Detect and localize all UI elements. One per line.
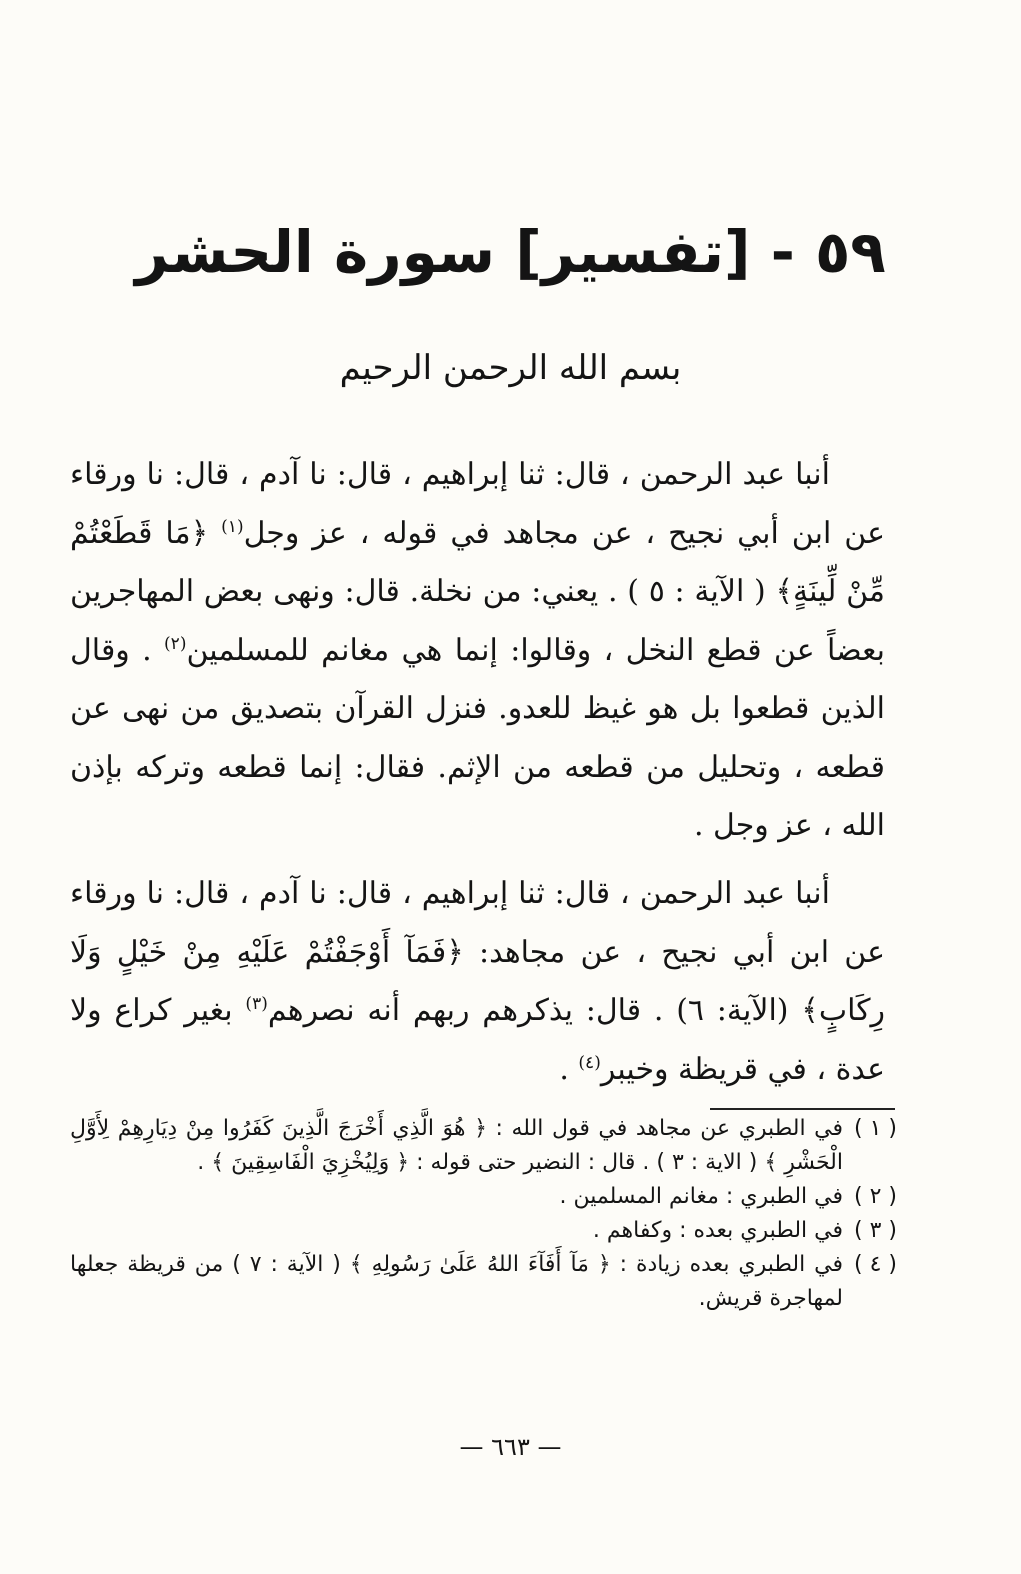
paragraph-1-text-a: أنبا عبد الرحمن ، قال: ثنا إبراهيم ، قال: نا آدم ، قال: نا ورقاء عن ابن أبي نجيح ، عن مجاهد في قوله ، عز وجل [70,457,886,551]
paragraph-2-text-a: أنبا عبد الرحمن ، قال: ثنا إبراهيم ، قال: نا آدم ، قال: نا ورقاء عن ابن أبي نجيح ، عن مجاهد: ﴿فَمَآ أَوْجَفْتُمْ عَلَيْهِ مِنْ خَيْلٍ وَلَا رِكَابٍ﴾ (الآية: ٦) . قال: يذكرهم ربهم أنه نصرهم [70,876,885,1028]
footnote-ref-2: (٢) [164,633,187,654]
footnote-divider [710,1108,895,1110]
footnote-number: ( ٤ ) [854,1252,897,1277]
footnote-text: في الطبري : مغانم المسلمين . [559,1184,843,1209]
footnote-ref-1: (١) [221,516,244,537]
footnote-4 [70,1248,897,1316]
footnote-number: ( ١ ) [854,1116,897,1141]
page-number: — ٦٦٣ — [459,1433,562,1461]
basmala: بسم الله الرحمن الرحيم [339,348,682,388]
footnote-number: ( ٣ ) [854,1218,897,1243]
footnote-ref-4: (٤) [578,1052,601,1073]
footnote-3 [70,1214,897,1248]
footnote-text: في الطبري عن مجاهد في قول الله : ﴿ هُوَ الَّذِي أَخْرَجَ الَّذِينَ كَفَرُوا مِنْ دِيَارِهِمْ لِأَوَّلِ الْحَشْرِ ﴾ ( الاية : ٣ ) . قال : النضير حتى قوله : ﴿ وَلِيُخْزِيَ الْفَاسِقِينَ ﴾ . [70,1116,843,1175]
footnotes [70,1112,897,1316]
paragraph-2 [70,865,885,1099]
paragraph-1-text-b: ﴿مَا قَطَعْتُمْ مِّنْ لِّينَةٍ﴾ ( الآية : ٥ ) . يعني: من نخلة. قال: ونهى بعض المهاجرين بعضاً عن قطع النخل ، وقالوا: إنما هي مغانم للمسلمين [70,515,885,668]
footnote-2 [70,1180,897,1214]
paragraph-1 [70,446,885,856]
footnote-text: في الطبري بعده : وكفاهم . [592,1218,843,1243]
footnote-text: في الطبري بعده زيادة : ﴿ مَآ أَفَآءَ اللهُ عَلَىٰ رَسُولِهِ ﴾ ( الآية : ٧ ) من قريظة جعلها لمهاجرة قريش. [70,1252,843,1311]
paragraph-2-text-c: . [559,1051,569,1087]
footnote-1 [70,1112,897,1180]
footnote-number: ( ٢ ) [854,1184,897,1209]
paragraph-2-text-b: بغير كراع ولا عدة ، في قريظة وخيبر [70,993,885,1087]
surah-title: ٥٩ - [تفسير] سورة الحشر [135,218,886,286]
paragraph-1-text-c: . وقال الذين قطعوا بل هو غيظ للعدو. فنزل القرآن بتصديق من نهى عن قطعه ، وتحليل من قطعه من الإثم. فقال: إنما قطعه وتركه بإذن الله ، عز وجل . [70,632,885,843]
footnote-ref-3: (٣) [245,994,268,1014]
